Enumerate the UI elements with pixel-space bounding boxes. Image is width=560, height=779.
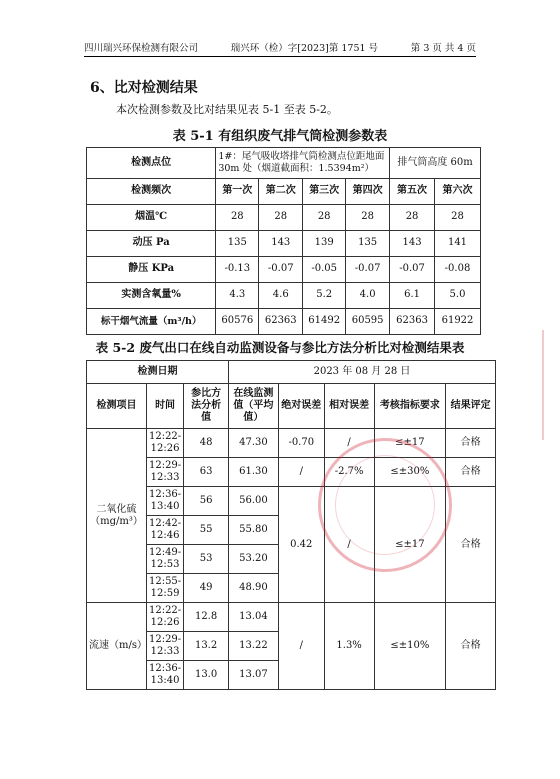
table-cell: ≤±30%	[374, 458, 446, 487]
freq-2: 第二次	[259, 179, 303, 205]
table-cell: 56.00	[229, 487, 279, 516]
table-cell: 1.3%	[324, 603, 374, 690]
header-time: 时间	[146, 384, 183, 429]
table-cell: 48	[184, 429, 229, 458]
table-cell: 合格	[446, 429, 496, 458]
table-cell: 141	[435, 231, 481, 257]
table-cell: /	[278, 603, 324, 690]
table-cell: 合格	[446, 458, 496, 487]
table-cell: 139	[303, 231, 346, 257]
company-name: 四川瑞兴环保检测有限公司	[84, 43, 199, 54]
table-cell: 143	[259, 231, 303, 257]
table-cell: 60576	[216, 309, 259, 335]
freq-label: 检测频次	[87, 179, 216, 205]
location-label: 检测点位	[87, 148, 216, 179]
table-cell: 合格	[446, 487, 496, 603]
table-cell: 28	[303, 205, 346, 231]
row-label: 动压 Pa	[87, 231, 216, 257]
table-cell: 143	[390, 231, 435, 257]
table1	[86, 147, 481, 335]
table-row	[87, 603, 496, 632]
date-row	[87, 361, 496, 384]
table-cell: 6.1	[390, 283, 435, 309]
table-cell: 63	[184, 458, 229, 487]
table-row	[87, 283, 481, 309]
table-row	[87, 257, 481, 283]
table-cell: -0.08	[435, 257, 481, 283]
table-cell: 12:49-12:53	[146, 545, 183, 574]
table-cell: 49	[184, 574, 229, 603]
table-cell: /	[324, 487, 374, 603]
header-abs-err: 绝对误差	[278, 384, 324, 429]
table-cell: 4.6	[259, 283, 303, 309]
official-seal-stamp	[318, 438, 452, 572]
table-cell: 62363	[259, 309, 303, 335]
row-label: 实测含氧量%	[87, 283, 216, 309]
table-cell: 合格	[446, 603, 496, 690]
table-cell: 13.04	[229, 603, 279, 632]
freq-3: 第三次	[303, 179, 346, 205]
table-cell: 28	[435, 205, 481, 231]
table-cell: 28	[216, 205, 259, 231]
table-cell: 13.0	[184, 661, 229, 690]
table-cell: -0.70	[278, 429, 324, 458]
freq-4: 第四次	[346, 179, 390, 205]
freq-5: 第五次	[390, 179, 435, 205]
table-cell: -0.07	[390, 257, 435, 283]
table-cell: 61492	[303, 309, 346, 335]
date-label: 检测日期	[87, 361, 229, 384]
table-cell: 13.22	[229, 632, 279, 661]
table2-header-row	[87, 384, 496, 429]
table-cell: 53.20	[229, 545, 279, 574]
table-cell: 5.2	[303, 283, 346, 309]
row-label: 烟温℃	[87, 205, 216, 231]
header-rel-err: 相对误差	[324, 384, 374, 429]
table-cell: 13.2	[184, 632, 229, 661]
table-cell: -0.05	[303, 257, 346, 283]
table-cell: 48.90	[229, 574, 279, 603]
stack-height: 排气筒高度 60m	[390, 148, 481, 179]
table1-freq-row	[87, 179, 481, 205]
page-header	[84, 40, 476, 57]
table-cell: 12:22-12:26	[146, 603, 183, 632]
table-cell: 60595	[346, 309, 390, 335]
row-label: 标干烟气流量（m³/h）	[87, 309, 216, 335]
so2-label: 二氧化硫（mg/m³）	[87, 429, 147, 603]
table-cell: 135	[346, 231, 390, 257]
section-title: 6、比对检测结果	[90, 80, 198, 96]
table-cell: -0.07	[346, 257, 390, 283]
table-cell: 62363	[390, 309, 435, 335]
table-cell: /	[324, 429, 374, 458]
header-item: 检测项目	[87, 384, 147, 429]
table-cell: 13.07	[229, 661, 279, 690]
table-cell: /	[278, 458, 324, 487]
table1-location-row	[87, 148, 481, 179]
table-cell: 12.8	[184, 603, 229, 632]
page-number: 第 3 页 共 4 页	[410, 43, 476, 54]
freq-6: 第六次	[435, 179, 481, 205]
table-cell: 135	[216, 231, 259, 257]
table-cell: ≤±17	[374, 487, 446, 603]
table-cell: -2.7%	[324, 458, 374, 487]
table-cell: 5.0	[435, 283, 481, 309]
header-online: 在线监测值（平均值）	[229, 384, 279, 429]
table-cell: 12:22-12:26	[146, 429, 183, 458]
header-ref: 参比方法分析值	[184, 384, 229, 429]
table-cell: 56	[184, 487, 229, 516]
table-cell: 28	[259, 205, 303, 231]
table-cell: -0.07	[259, 257, 303, 283]
flow-label: 流速（m/s）	[87, 603, 147, 690]
seam-seal-stamp	[542, 330, 560, 440]
table-row	[87, 205, 481, 231]
location-value: 1#：尾气吸收塔排气筒检测点位距地面30m 处（烟道截面积：1.5394m²）	[216, 148, 390, 179]
table-cell: 47.30	[229, 429, 279, 458]
table-cell: 12:36-13:40	[146, 661, 183, 690]
table-cell: 4.3	[216, 283, 259, 309]
table-cell: 53	[184, 545, 229, 574]
table-cell: 12:29-12:33	[146, 632, 183, 661]
table-cell: 0.42	[278, 487, 324, 603]
table2-caption: 表 5-2 废气出口在线自动监测设备与参比方法分析比对检测结果表	[95, 340, 465, 355]
table-row	[87, 429, 496, 458]
table-cell: 61.30	[229, 458, 279, 487]
table-cell: ≤±17	[374, 429, 446, 458]
table-cell: 4.0	[346, 283, 390, 309]
report-number: 瑞兴环（检）字[2023]第 1751 号	[230, 43, 379, 54]
header-req: 考核指标要求	[374, 384, 446, 429]
table-cell: 12:36-13:40	[146, 487, 183, 516]
table-cell: 28	[390, 205, 435, 231]
date-value: 2023 年 08 月 28 日	[229, 361, 496, 384]
table-cell: 61922	[435, 309, 481, 335]
table-cell: 55	[184, 516, 229, 545]
table-cell: 55.80	[229, 516, 279, 545]
table-cell: 12:29-12:33	[146, 458, 183, 487]
table-row	[87, 309, 481, 335]
table-cell: 12:55-12:59	[146, 574, 183, 603]
table-cell: 28	[346, 205, 390, 231]
freq-1: 第一次	[216, 179, 259, 205]
table-cell: 12:42-12:46	[146, 516, 183, 545]
table-cell: ≤±10%	[374, 603, 446, 690]
header-result: 结果评定	[446, 384, 496, 429]
table1-caption: 表 5-1 有组织废气排气筒检测参数表	[172, 129, 388, 144]
section-intro: 本次检测参数及比对结果见表 5-1 至表 5-2。	[116, 103, 338, 116]
table-row	[87, 231, 481, 257]
table-cell: -0.13	[216, 257, 259, 283]
row-label: 静压 KPa	[87, 257, 216, 283]
